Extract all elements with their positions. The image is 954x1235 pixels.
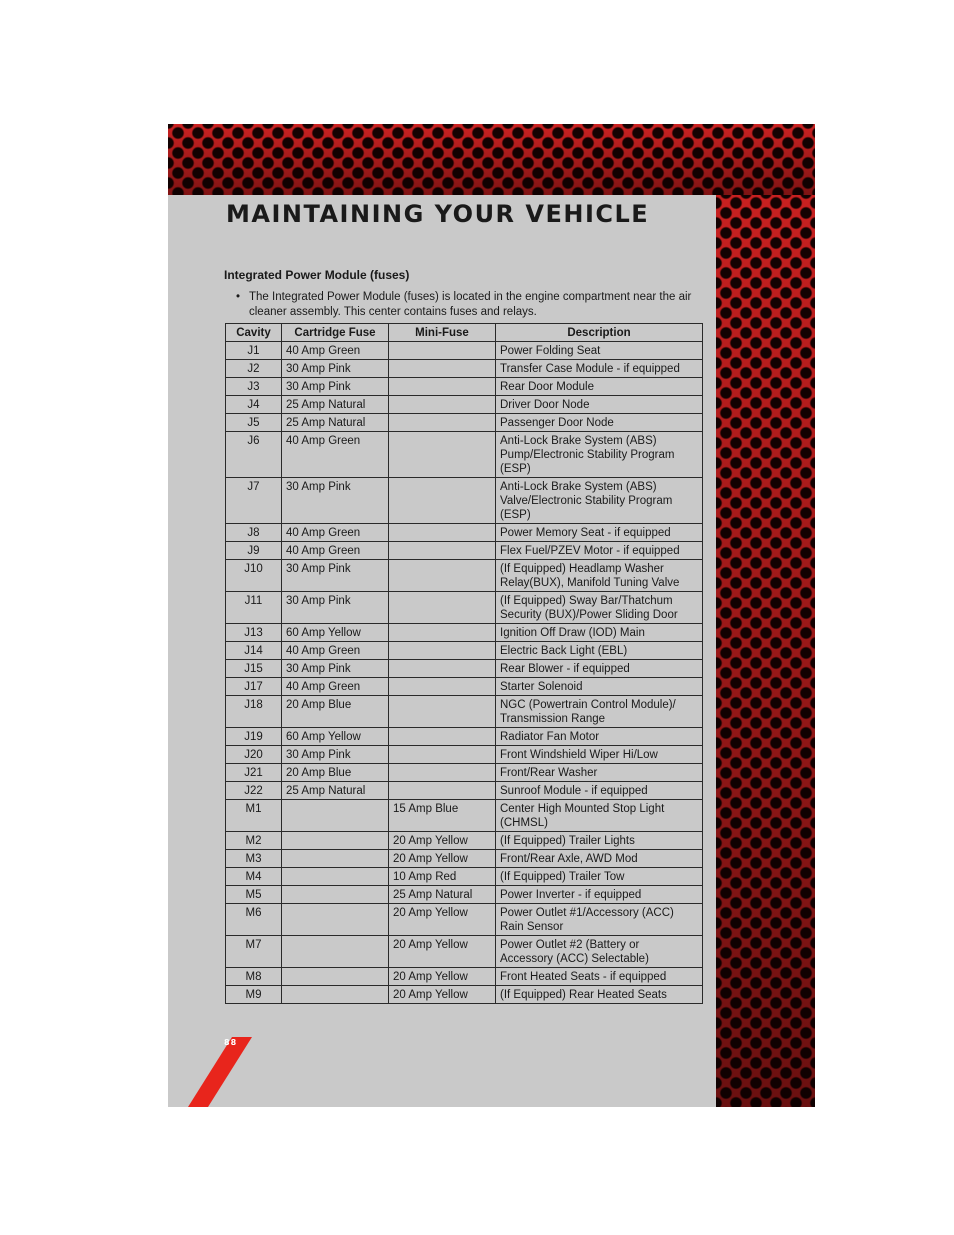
description-line: Flex Fuel/PZEV Motor - if equipped xyxy=(500,545,680,557)
mini-fuse-cell xyxy=(389,696,496,728)
mini-fuse-cell xyxy=(389,560,496,592)
table-row xyxy=(226,592,703,624)
mini-fuse-cell xyxy=(389,342,496,360)
description-line: (If Equipped) Rear Heated Seats xyxy=(500,989,667,1001)
mini-fuse-cell xyxy=(389,660,496,678)
description-cell xyxy=(496,360,703,378)
description-line: (CHMSL) xyxy=(500,817,548,829)
cartridge-fuse-cell: 40 Amp Green xyxy=(282,432,389,478)
section-title: MAINTAINING YOUR VEHICLE xyxy=(226,200,650,228)
description-line: (ESP) xyxy=(500,509,531,521)
mini-fuse-cell: 20 Amp Yellow xyxy=(389,904,496,936)
description-cell xyxy=(496,524,703,542)
table-row xyxy=(226,396,703,414)
mini-fuse-cell: 20 Amp Yellow xyxy=(389,968,496,986)
description-cell xyxy=(496,868,703,886)
description-line: Power Outlet #2 (Battery or xyxy=(500,939,640,951)
cartridge-fuse-cell xyxy=(282,868,389,886)
description-line: Electric Back Light (EBL) xyxy=(500,645,628,657)
cartridge-fuse-cell xyxy=(282,936,389,968)
table-row xyxy=(226,728,703,746)
description-cell xyxy=(496,936,703,968)
description-line: NGC (Powertrain Control Module)/ xyxy=(500,699,676,711)
table-row xyxy=(226,904,703,936)
cartridge-fuse-cell xyxy=(282,850,389,868)
description-cell xyxy=(496,728,703,746)
cavity-cell: M9 xyxy=(226,986,282,1004)
mini-fuse-cell: 10 Amp Red xyxy=(389,868,496,886)
cartridge-fuse-cell xyxy=(282,904,389,936)
cavity-cell: J11 xyxy=(226,592,282,624)
cartridge-fuse-cell: 60 Amp Yellow xyxy=(282,728,389,746)
description-line: (ESP) xyxy=(500,463,531,475)
mini-fuse-cell xyxy=(389,414,496,432)
description-line: (If Equipped) Sway Bar/Thatchum xyxy=(500,595,673,607)
description-cell xyxy=(496,342,703,360)
table-row xyxy=(226,560,703,592)
cartridge-fuse-cell: 30 Amp Pink xyxy=(282,592,389,624)
cartridge-fuse-cell xyxy=(282,832,389,850)
cartridge-fuse-cell: 40 Amp Green xyxy=(282,642,389,660)
table-row xyxy=(226,378,703,396)
table-row xyxy=(226,642,703,660)
description-line: Center High Mounted Stop Light xyxy=(500,803,665,815)
cartridge-fuse-cell xyxy=(282,986,389,1004)
description-line: Starter Solenoid xyxy=(500,681,583,693)
description-cell xyxy=(496,968,703,986)
cavity-cell: M5 xyxy=(226,886,282,904)
description-line: Power Folding Seat xyxy=(500,345,601,357)
table-row xyxy=(226,764,703,782)
mini-fuse-cell xyxy=(389,592,496,624)
description-line: Front/Rear Axle, AWD Mod xyxy=(500,853,638,865)
description-cell xyxy=(496,414,703,432)
cavity-cell: J21 xyxy=(226,764,282,782)
fuse-table xyxy=(225,323,703,1004)
cavity-cell: J8 xyxy=(226,524,282,542)
perforated-side-band xyxy=(716,195,815,1107)
cartridge-fuse-cell: 30 Amp Pink xyxy=(282,560,389,592)
description-line: Anti-Lock Brake System (ABS) xyxy=(500,481,657,493)
cavity-cell: M8 xyxy=(226,968,282,986)
cavity-cell: M1 xyxy=(226,800,282,832)
bullet-text: The Integrated Power Module (fuses) is located in the engine compartment near the air cleaner assembly. This center contains fuses and relays. xyxy=(249,291,692,318)
page-number: 88 xyxy=(224,1038,238,1047)
table-row xyxy=(226,850,703,868)
table-header-row xyxy=(226,324,703,342)
description-line: Transmission Range xyxy=(500,713,606,725)
cartridge-fuse-cell xyxy=(282,968,389,986)
description-cell xyxy=(496,642,703,660)
cartridge-fuse-cell: 40 Amp Green xyxy=(282,524,389,542)
cavity-cell: J6 xyxy=(226,432,282,478)
description-line: Front/Rear Washer xyxy=(500,767,598,779)
cavity-cell: M4 xyxy=(226,868,282,886)
table-body xyxy=(226,342,703,1004)
description-line: (If Equipped) Trailer Lights xyxy=(500,835,635,847)
mini-fuse-cell: 20 Amp Yellow xyxy=(389,986,496,1004)
cavity-cell: M2 xyxy=(226,832,282,850)
cavity-cell: M6 xyxy=(226,904,282,936)
page-number-tab xyxy=(188,1037,252,1107)
table-row xyxy=(226,624,703,642)
description-cell xyxy=(496,764,703,782)
cavity-cell: M7 xyxy=(226,936,282,968)
mini-fuse-cell xyxy=(389,378,496,396)
description-cell xyxy=(496,592,703,624)
column-header-cavity: Cavity xyxy=(226,324,282,342)
mini-fuse-cell xyxy=(389,360,496,378)
description-line: Front Heated Seats - if equipped xyxy=(500,971,667,983)
column-header-mini-fuse: Mini-Fuse xyxy=(389,324,496,342)
table-row xyxy=(226,524,703,542)
description-cell xyxy=(496,782,703,800)
description-cell xyxy=(496,378,703,396)
description-line: Driver Door Node xyxy=(500,399,590,411)
mini-fuse-cell: 20 Amp Yellow xyxy=(389,832,496,850)
mini-fuse-cell xyxy=(389,642,496,660)
cavity-cell: J10 xyxy=(226,560,282,592)
description-cell xyxy=(496,986,703,1004)
table-row xyxy=(226,414,703,432)
cartridge-fuse-cell: 40 Amp Green xyxy=(282,342,389,360)
description-cell xyxy=(496,800,703,832)
description-line: Security (BUX)/Power Sliding Door xyxy=(500,609,678,621)
cavity-cell: J14 xyxy=(226,642,282,660)
mini-fuse-cell xyxy=(389,478,496,524)
cavity-cell: J13 xyxy=(226,624,282,642)
description-line: Front Windshield Wiper Hi/Low xyxy=(500,749,658,761)
bullet-paragraph xyxy=(236,290,696,320)
cartridge-fuse-cell: 20 Amp Blue xyxy=(282,696,389,728)
description-cell xyxy=(496,904,703,936)
description-line: Rain Sensor xyxy=(500,921,564,933)
cavity-cell: J1 xyxy=(226,342,282,360)
cavity-cell: M3 xyxy=(226,850,282,868)
table-row xyxy=(226,696,703,728)
description-cell xyxy=(496,660,703,678)
description-line: Valve/Electronic Stability Program xyxy=(500,495,673,507)
mini-fuse-cell xyxy=(389,764,496,782)
cavity-cell: J3 xyxy=(226,378,282,396)
description-line: Anti-Lock Brake System (ABS) xyxy=(500,435,657,447)
description-cell xyxy=(496,832,703,850)
cartridge-fuse-cell xyxy=(282,800,389,832)
cartridge-fuse-cell: 30 Amp Pink xyxy=(282,746,389,764)
table-row xyxy=(226,478,703,524)
description-cell xyxy=(496,478,703,524)
cavity-cell: J18 xyxy=(226,696,282,728)
mini-fuse-cell xyxy=(389,432,496,478)
cartridge-fuse-cell: 20 Amp Blue xyxy=(282,764,389,782)
cartridge-fuse-cell: 40 Amp Green xyxy=(282,542,389,560)
description-line: Power Memory Seat - if equipped xyxy=(500,527,671,539)
description-line: Power Outlet #1/Accessory (ACC) xyxy=(500,907,674,919)
cavity-cell: J22 xyxy=(226,782,282,800)
table-row xyxy=(226,832,703,850)
table-row xyxy=(226,342,703,360)
mini-fuse-cell xyxy=(389,524,496,542)
table-row xyxy=(226,660,703,678)
mini-fuse-cell xyxy=(389,728,496,746)
table-row xyxy=(226,746,703,764)
description-cell xyxy=(496,696,703,728)
cavity-cell: J19 xyxy=(226,728,282,746)
mini-fuse-cell xyxy=(389,542,496,560)
table-row xyxy=(226,886,703,904)
cavity-cell: J7 xyxy=(226,478,282,524)
description-cell xyxy=(496,746,703,764)
description-line: Pump/Electronic Stability Program xyxy=(500,449,675,461)
mini-fuse-cell xyxy=(389,678,496,696)
table-row xyxy=(226,968,703,986)
cartridge-fuse-cell: 60 Amp Yellow xyxy=(282,624,389,642)
description-line: Ignition Off Draw (IOD) Main xyxy=(500,627,645,639)
description-line: (If Equipped) Trailer Tow xyxy=(500,871,625,883)
description-cell xyxy=(496,850,703,868)
column-header-cartridge-fuse: Cartridge Fuse xyxy=(282,324,389,342)
description-line: Rear Door Module xyxy=(500,381,594,393)
table-row xyxy=(226,542,703,560)
description-line: Accessory (ACC) Selectable) xyxy=(500,953,649,965)
cartridge-fuse-cell: 30 Amp Pink xyxy=(282,478,389,524)
description-cell xyxy=(496,678,703,696)
description-line: Sunroof Module - if equipped xyxy=(500,785,648,797)
table-row xyxy=(226,986,703,1004)
description-line: Passenger Door Node xyxy=(500,417,614,429)
cavity-cell: J15 xyxy=(226,660,282,678)
table-row xyxy=(226,936,703,968)
description-cell xyxy=(496,432,703,478)
description-cell xyxy=(496,396,703,414)
table-row xyxy=(226,782,703,800)
table-row xyxy=(226,800,703,832)
description-line: Radiator Fan Motor xyxy=(500,731,600,743)
cartridge-fuse-cell: 25 Amp Natural xyxy=(282,414,389,432)
table-row xyxy=(226,360,703,378)
cartridge-fuse-cell: 40 Amp Green xyxy=(282,678,389,696)
description-cell xyxy=(496,624,703,642)
cavity-cell: J2 xyxy=(226,360,282,378)
cavity-cell: J5 xyxy=(226,414,282,432)
description-cell xyxy=(496,560,703,592)
description-line: Transfer Case Module - if equipped xyxy=(500,363,680,375)
cartridge-fuse-cell: 25 Amp Natural xyxy=(282,782,389,800)
sub-heading: Integrated Power Module (fuses) xyxy=(224,268,410,282)
table-row xyxy=(226,678,703,696)
mini-fuse-cell xyxy=(389,782,496,800)
cavity-cell: J20 xyxy=(226,746,282,764)
manual-page xyxy=(168,124,815,1107)
mini-fuse-cell: 20 Amp Yellow xyxy=(389,936,496,968)
perforated-header-band xyxy=(168,124,815,195)
mini-fuse-cell: 20 Amp Yellow xyxy=(389,850,496,868)
mini-fuse-cell xyxy=(389,624,496,642)
cartridge-fuse-cell: 30 Amp Pink xyxy=(282,360,389,378)
column-header-description: Description xyxy=(496,324,703,342)
mini-fuse-cell: 25 Amp Natural xyxy=(389,886,496,904)
cavity-cell: J4 xyxy=(226,396,282,414)
description-cell xyxy=(496,886,703,904)
table-row xyxy=(226,432,703,478)
mini-fuse-cell xyxy=(389,396,496,414)
cartridge-fuse-cell: 25 Amp Natural xyxy=(282,396,389,414)
cartridge-fuse-cell: 30 Amp Pink xyxy=(282,660,389,678)
mini-fuse-cell: 15 Amp Blue xyxy=(389,800,496,832)
cavity-cell: J17 xyxy=(226,678,282,696)
cartridge-fuse-cell: 30 Amp Pink xyxy=(282,378,389,396)
bullet-icon: • xyxy=(236,291,241,303)
description-line: Power Inverter - if equipped xyxy=(500,889,642,901)
description-line: Rear Blower - if equipped xyxy=(500,663,630,675)
table-row xyxy=(226,868,703,886)
description-cell xyxy=(496,542,703,560)
cavity-cell: J9 xyxy=(226,542,282,560)
cartridge-fuse-cell xyxy=(282,886,389,904)
description-line: (If Equipped) Headlamp Washer xyxy=(500,563,664,575)
description-line: Relay(BUX), Manifold Tuning Valve xyxy=(500,577,680,589)
mini-fuse-cell xyxy=(389,746,496,764)
